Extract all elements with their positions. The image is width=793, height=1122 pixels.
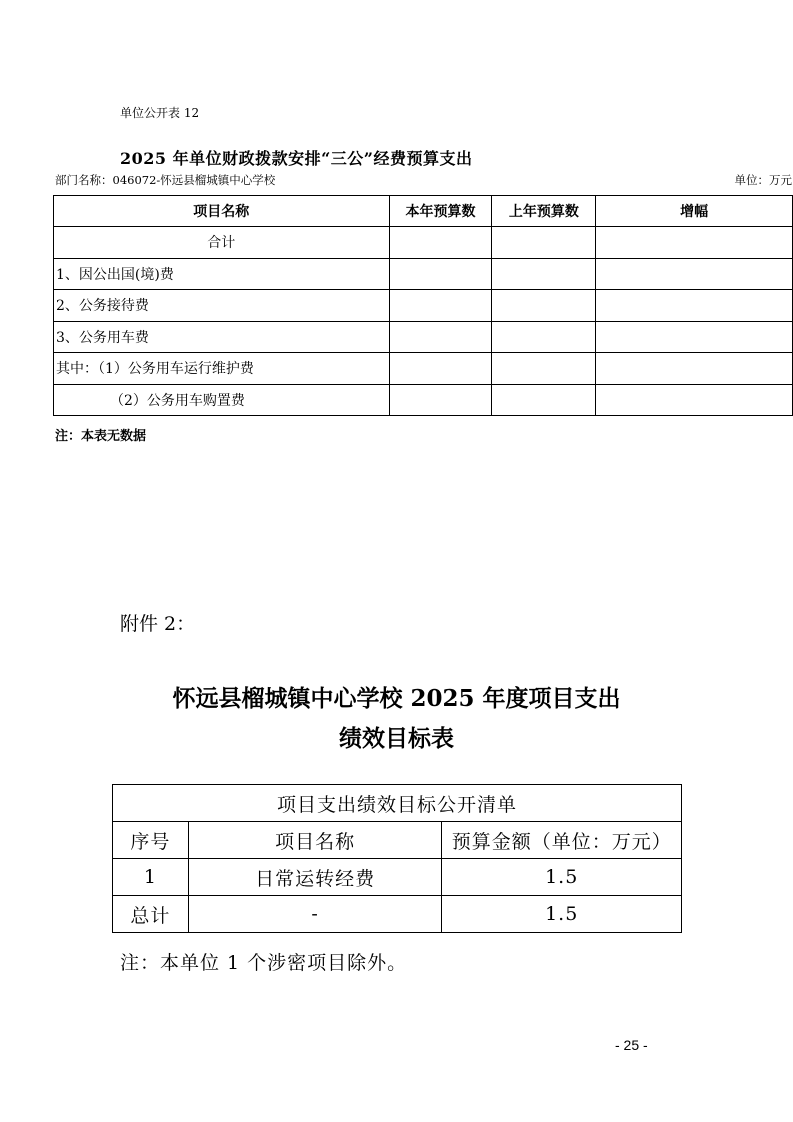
table-header-row	[54, 196, 793, 227]
table-number: 单位公开表 12	[120, 106, 200, 120]
row-label: 1、因公出国(境)费	[54, 258, 390, 290]
cell	[492, 258, 596, 290]
cell	[596, 258, 793, 290]
table-row	[54, 384, 793, 416]
attachment-label: 附件 2：	[120, 613, 196, 635]
header-last-budget: 上年预算数	[492, 196, 596, 227]
cell	[492, 290, 596, 322]
three-public-expenses-table	[53, 195, 793, 416]
secret-project-note: 注：本单位 1 个涉密项目除外。	[120, 952, 408, 974]
cell	[596, 321, 793, 353]
cell	[389, 258, 492, 290]
department-name: 部门名称：046072-怀远县榴城镇中心学校	[55, 173, 276, 187]
table-title: 2025 年单位财政拨款安排“三公”经费预算支出	[120, 149, 473, 168]
unit-label: 单位：万元	[734, 173, 792, 187]
cell	[596, 227, 793, 259]
cell-project: -	[188, 896, 442, 933]
document-title-line2: 绩效目标表	[339, 725, 454, 752]
cell	[492, 227, 596, 259]
table-note: 注：本表无数据	[55, 429, 147, 444]
cell-amount: 1.5	[442, 896, 682, 933]
header-project-name: 项目名称	[54, 196, 390, 227]
table-row	[54, 353, 793, 385]
header-project-name: 项目名称	[188, 822, 442, 859]
cell	[492, 321, 596, 353]
cell-serial: 1	[113, 859, 189, 896]
cell	[389, 290, 492, 322]
table-header-row	[113, 822, 682, 859]
header-serial: 序号	[113, 822, 189, 859]
cell-project: 日常运转经费	[188, 859, 442, 896]
table-row	[54, 227, 793, 259]
cell	[492, 353, 596, 385]
table-row	[113, 896, 682, 933]
table-row	[54, 258, 793, 290]
cell	[389, 227, 492, 259]
performance-target-table	[112, 784, 682, 933]
cell	[596, 384, 793, 416]
row-label: 其中：（1）公务用车运行维护费	[54, 353, 390, 385]
cell	[492, 384, 596, 416]
row-label: 合计	[54, 227, 390, 259]
caption-row	[113, 785, 682, 822]
header-budget-amount: 预算金额（单位：万元）	[442, 822, 682, 859]
table-row	[54, 321, 793, 353]
cell	[389, 321, 492, 353]
table-caption: 项目支出绩效目标公开清单	[113, 785, 682, 822]
table-row	[113, 859, 682, 896]
cell	[389, 384, 492, 416]
cell	[596, 353, 793, 385]
cell	[389, 353, 492, 385]
page-number: - 25 -	[615, 1037, 648, 1053]
document-title-line1: 怀远县榴城镇中心学校 2025 年度项目支出	[172, 685, 621, 712]
cell	[596, 290, 793, 322]
cell-serial: 总计	[113, 896, 189, 933]
row-label: 2、公务接待费	[54, 290, 390, 322]
table-row	[54, 290, 793, 322]
header-growth: 增幅	[596, 196, 793, 227]
row-label: 3、公务用车费	[54, 321, 390, 353]
header-current-budget: 本年预算数	[389, 196, 492, 227]
row-label: （2）公务用车购置费	[54, 384, 390, 416]
cell-amount: 1.5	[442, 859, 682, 896]
